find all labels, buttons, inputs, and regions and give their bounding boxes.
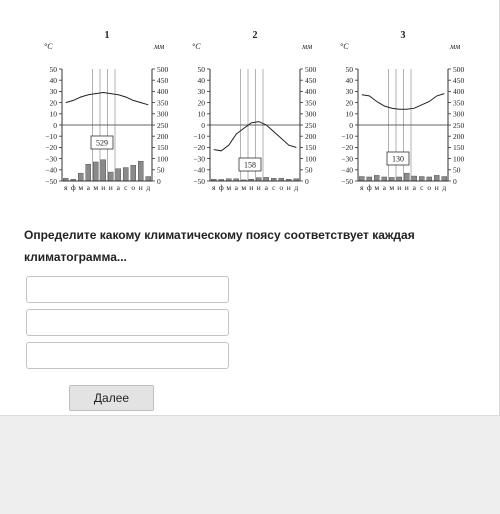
precip-tick-label: 400 xyxy=(453,87,465,97)
month-label: ф xyxy=(70,183,76,192)
temp-tick-label: −10 xyxy=(341,132,353,141)
precip-tick-label: 350 xyxy=(157,98,169,108)
temp-tick-label: 50 xyxy=(345,64,353,74)
temp-tick-label: 0 xyxy=(53,120,57,130)
temp-tick-label: 10 xyxy=(49,109,57,119)
precip-bar xyxy=(359,177,364,181)
month-label: н xyxy=(434,183,439,192)
precip-bar xyxy=(434,175,439,181)
precip-unit-label: мм xyxy=(450,42,461,51)
precip-tick-label: 150 xyxy=(157,143,169,153)
month-label: я xyxy=(360,183,364,192)
month-label: а xyxy=(382,183,386,192)
precip-tick-label: 150 xyxy=(305,143,317,153)
precip-bar xyxy=(382,177,387,181)
temp-tick-label: −50 xyxy=(193,176,205,186)
temp-tick-label: −30 xyxy=(45,154,57,164)
temp-tick-label: −40 xyxy=(193,165,205,175)
precip-tick-label: 0 xyxy=(157,176,161,186)
precip-bar xyxy=(78,173,83,181)
month-label: д xyxy=(294,183,299,192)
precip-bar xyxy=(86,164,91,181)
precip-bar xyxy=(146,177,151,181)
temp-tick-label: −50 xyxy=(45,176,57,186)
precip-bar xyxy=(108,172,113,181)
precip-tick-label: 100 xyxy=(157,154,169,164)
precip-tick-label: 350 xyxy=(305,98,317,108)
temp-tick-label: −10 xyxy=(193,132,205,141)
precip-bar xyxy=(264,177,269,181)
question-text: Определите какому климатическому поясу соответствует каждая климатограмма... xyxy=(24,228,415,264)
month-label: о xyxy=(131,183,136,192)
month-label: и xyxy=(249,183,254,192)
precip-tick-label: 50 xyxy=(305,165,313,175)
month-label: м xyxy=(93,183,99,192)
precip-bar xyxy=(419,177,424,181)
temp-tick-label: 20 xyxy=(197,98,205,108)
answer-field-3[interactable] xyxy=(26,342,229,369)
climatogram-3 xyxy=(340,30,465,192)
precip-tick-label: 500 xyxy=(453,64,465,74)
month-label: а xyxy=(116,183,120,192)
month-label: а xyxy=(264,183,268,192)
precip-tick-label: 200 xyxy=(453,132,465,141)
precip-bar xyxy=(101,160,106,181)
precip-unit-label: мм xyxy=(302,42,313,51)
annual-precip-value: 158 xyxy=(244,160,256,170)
chart-number: 3 xyxy=(400,30,406,41)
precip-tick-label: 400 xyxy=(305,87,317,97)
climatogram-2 xyxy=(192,30,317,192)
precip-bar xyxy=(442,177,447,181)
precip-bar xyxy=(374,175,379,181)
footer-band xyxy=(0,416,500,514)
temp-tick-label: −20 xyxy=(45,143,57,153)
precip-tick-label: 300 xyxy=(453,109,465,119)
climatogram-1 xyxy=(44,30,169,192)
month-label: н xyxy=(138,183,143,192)
temp-tick-label: 20 xyxy=(49,98,57,108)
month-label: и xyxy=(256,183,261,192)
temperature-line xyxy=(66,93,149,105)
temp-tick-label: −20 xyxy=(193,143,205,153)
precip-tick-label: 450 xyxy=(305,76,317,85)
temp-tick-label: 50 xyxy=(49,64,57,74)
temp-tick-label: 10 xyxy=(197,109,205,119)
month-label: и xyxy=(404,183,409,192)
temp-tick-label: 50 xyxy=(197,64,205,74)
precip-bar xyxy=(131,165,136,181)
month-label: и xyxy=(397,183,402,192)
temp-unit-label: °C xyxy=(44,42,53,51)
precip-tick-label: 50 xyxy=(453,165,461,175)
month-label: а xyxy=(234,183,238,192)
precip-bar xyxy=(412,176,417,181)
month-label: и xyxy=(101,183,106,192)
precip-bar xyxy=(256,178,261,181)
precip-bar xyxy=(116,169,121,181)
month-label: д xyxy=(442,183,447,192)
temp-tick-label: −30 xyxy=(193,154,205,164)
precip-tick-label: 200 xyxy=(305,132,317,141)
temp-tick-label: 30 xyxy=(197,87,205,97)
precip-tick-label: 250 xyxy=(305,120,317,130)
answer-field-1[interactable] xyxy=(26,276,229,303)
temp-tick-label: 40 xyxy=(197,76,205,85)
temp-tick-label: −40 xyxy=(45,165,57,175)
temp-tick-label: −40 xyxy=(341,165,353,175)
precip-bar xyxy=(138,161,143,181)
temp-tick-label: 0 xyxy=(349,120,353,130)
month-label: н xyxy=(286,183,291,192)
temp-tick-label: 40 xyxy=(49,76,57,85)
annual-precip-value: 130 xyxy=(392,154,404,164)
temp-tick-label: 30 xyxy=(49,87,57,97)
precip-tick-label: 300 xyxy=(157,109,169,119)
precip-tick-label: 100 xyxy=(305,154,317,164)
temperature-line xyxy=(214,122,296,151)
month-label: с xyxy=(124,183,128,192)
precip-bar xyxy=(427,177,432,181)
month-label: о xyxy=(279,183,284,192)
month-label: я xyxy=(212,183,216,192)
month-label: д xyxy=(146,183,151,192)
precip-bar xyxy=(389,177,394,181)
climatograms xyxy=(0,26,500,198)
month-label: ф xyxy=(366,183,372,192)
next-button[interactable]: Далее xyxy=(69,385,154,411)
precip-tick-label: 100 xyxy=(453,154,465,164)
precip-unit-label: мм xyxy=(154,42,165,51)
precip-bar xyxy=(367,177,372,181)
precip-bar xyxy=(93,162,98,181)
precip-tick-label: 500 xyxy=(157,64,169,74)
precip-tick-label: 450 xyxy=(157,76,169,85)
precip-tick-label: 0 xyxy=(305,176,309,186)
month-label: с xyxy=(420,183,424,192)
precip-tick-label: 300 xyxy=(305,109,317,119)
precip-tick-label: 200 xyxy=(157,132,169,141)
month-label: о xyxy=(427,183,432,192)
precip-tick-label: 250 xyxy=(453,120,465,130)
temp-tick-label: −20 xyxy=(341,143,353,153)
month-label: м xyxy=(374,183,380,192)
answer-field-2[interactable] xyxy=(26,309,229,336)
month-label: с xyxy=(272,183,276,192)
precip-tick-label: 150 xyxy=(453,143,465,153)
chart-number: 1 xyxy=(104,30,110,41)
precip-tick-label: 50 xyxy=(157,165,165,175)
precip-tick-label: 250 xyxy=(157,120,169,130)
month-label: ф xyxy=(218,183,224,192)
precip-tick-label: 450 xyxy=(453,76,465,85)
temp-tick-label: −50 xyxy=(341,176,353,186)
precip-tick-label: 350 xyxy=(453,98,465,108)
temp-tick-label: 30 xyxy=(345,87,353,97)
temp-unit-label: °C xyxy=(192,42,201,51)
month-label: а xyxy=(412,183,416,192)
month-label: и xyxy=(108,183,113,192)
temp-unit-label: °C xyxy=(340,42,349,51)
temp-tick-label: 20 xyxy=(345,98,353,108)
chart-number: 2 xyxy=(252,30,258,41)
month-label: м xyxy=(241,183,247,192)
precip-tick-label: 500 xyxy=(305,64,317,74)
precip-bar xyxy=(123,168,128,181)
precip-bar xyxy=(397,177,402,181)
month-label: м xyxy=(389,183,395,192)
month-label: а xyxy=(86,183,90,192)
temp-tick-label: 10 xyxy=(345,109,353,119)
temp-tick-label: −10 xyxy=(45,132,57,141)
temperature-line xyxy=(362,94,445,110)
month-label: м xyxy=(78,183,84,192)
precip-bar xyxy=(404,173,409,181)
temp-tick-label: 0 xyxy=(201,120,205,130)
annual-precip-value: 529 xyxy=(96,138,108,148)
climatogram-panels xyxy=(0,26,500,198)
month-label: м xyxy=(226,183,232,192)
precip-tick-label: 400 xyxy=(157,87,169,97)
temp-tick-label: −30 xyxy=(341,154,353,164)
month-label: я xyxy=(64,183,68,192)
precip-tick-label: 0 xyxy=(453,176,457,186)
temp-tick-label: 40 xyxy=(345,76,353,85)
